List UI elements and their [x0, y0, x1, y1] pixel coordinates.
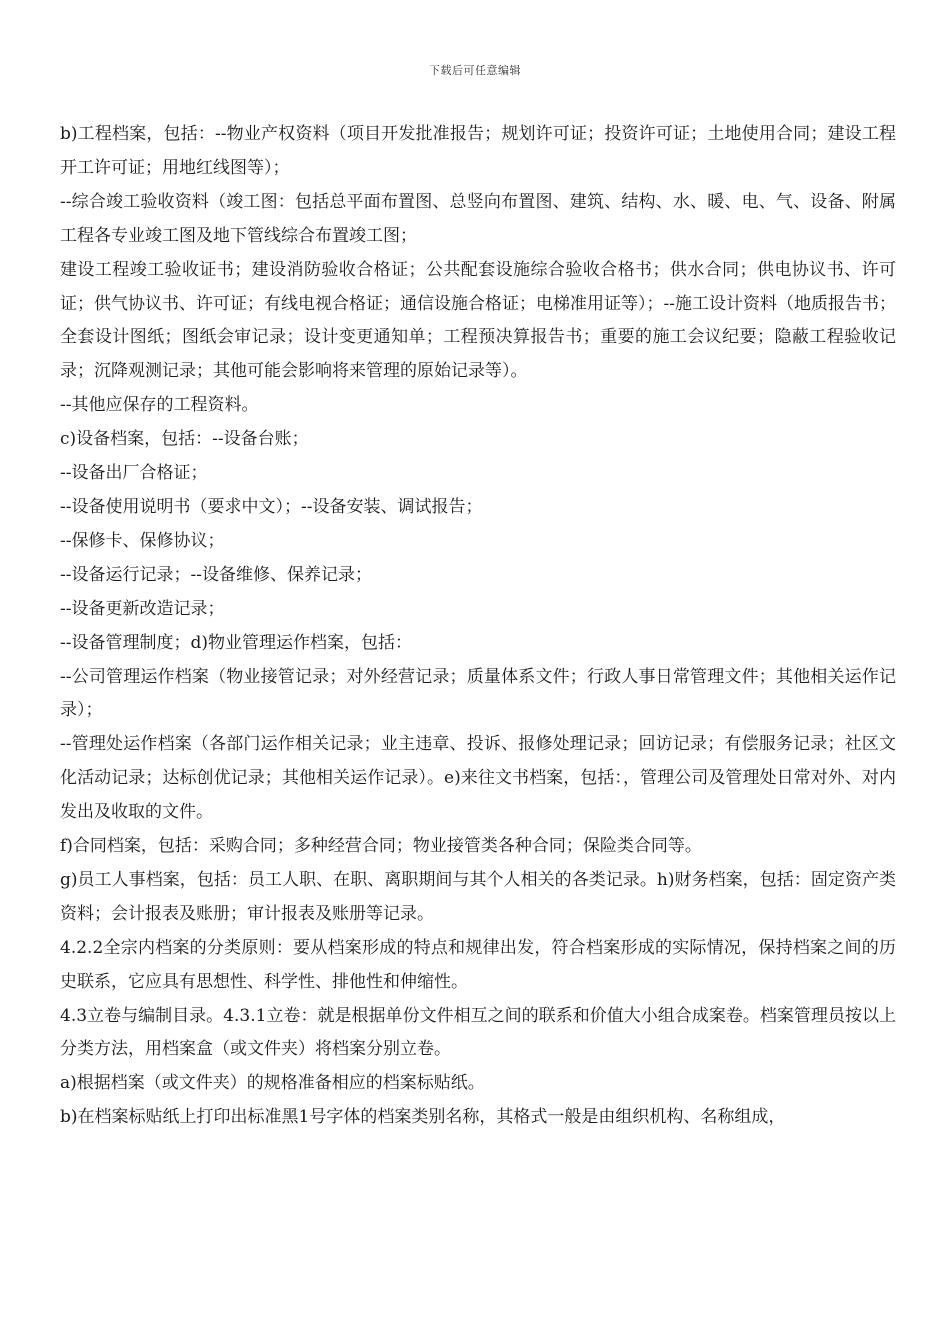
- paragraph: --设备使用说明书（要求中文）；--设备安装、调试报告；: [60, 496, 483, 517]
- paragraph: b)工程档案，包括：--物业产权资料（项目开发批准报告；规划许可证；投资许可证；土地使用合同；建设工程开工许可证；用地红线图等）；: [60, 124, 896, 178]
- paragraph: b)在档案标贴纸上打印出标准黑1号字体的档案类别名称，其格式一般是由组织机构、名称组成，: [60, 1107, 786, 1128]
- page-header: 下载后可任意编辑: [429, 64, 521, 77]
- paragraph: --公司管理运作档案（物业接管记录；对外经营记录；质量体系文件；行政人事日常管理文件；其他相关运作记录）；: [60, 666, 896, 721]
- paragraph: --保修卡、保修协议；: [60, 530, 225, 551]
- paragraph: --综合竣工验收资料（竣工图：包括总平面布置图、总竖向布置图、建筑、结构、水、暖、电、气、设备、附属工程各专业竣工图及地下管线综合布置竣工图；: [60, 191, 896, 246]
- paragraph: 建设工程竣工验收证书；建设消防验收合格证；公共配套设施综合验收合格书；供水合同；供电协议书、许可证；供气协议书、许可证；有线电视合格证；通信设施合格证；电梯准用证等）；--施工设计资料（地质报告书；全套设计图纸；图纸会审记录；设计变更通知单；工程预决算报告书；重要的施工会议纪要；隐蔽工程验收记录；沉降观测记录；其他可能会影响将来管理的原始记录等）。: [60, 259, 896, 382]
- paragraph: --其他应保存的工程资料。: [60, 395, 259, 416]
- paragraph: --设备出厂合格证；: [60, 463, 208, 484]
- paragraph: 4.2.2全宗内档案的分类原则：要从档案形成的特点和规律出发，符合档案形成的实际情况，保持档案之间的历史联系，它应具有思想性、科学性、排他性和伸缩性。: [60, 937, 896, 992]
- paragraph: --设备运行记录；--设备维修、保养记录；: [60, 564, 372, 585]
- paragraph: f)合同档案，包括：采购合同；多种经营合同；物业接管类各种合同；保险类合同等。: [60, 836, 702, 857]
- paragraph: g)员工人事档案，包括：员工人职、在职、离职期间与其个人相关的各类记录。h)财务档案，包括：固定资产类资料；会计报表及账册；审计报表及账册等记录。: [60, 869, 896, 924]
- paragraph: --设备更新改造记录；: [60, 598, 225, 619]
- paragraph: c)设备档案，包括：--设备台账；: [60, 429, 309, 450]
- document-body: [60, 118, 896, 1135]
- paragraph: --设备管理制度；d)物业管理运作档案，包括：: [60, 632, 413, 653]
- paragraph: a)根据档案（或文件夹）的规格准备相应的档案标贴纸。: [60, 1073, 485, 1094]
- paragraph: --管理处运作档案（各部门运作相关记录；业主违章、投诉、报修处理记录；回访记录；有偿服务记录；社区文化活动记录；达标创优记录；其他相关运作记录）。e)来往文书档案，包括：，管理公司及管理处日常对外、对内发出及收取的文件。: [60, 734, 896, 823]
- paragraph: 4.3立卷与编制目录。4.3.1立卷：就是根据单份文件相互之间的联系和价值大小组合成案卷。档案管理员按以上分类方法，用档案盒（或文件夹）将档案分别立卷。: [60, 1005, 896, 1060]
